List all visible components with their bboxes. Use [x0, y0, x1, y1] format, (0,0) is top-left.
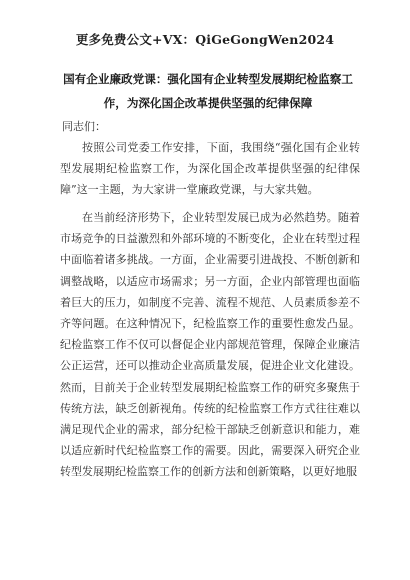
header-banner: 更多免费公文+VX：QiGeGongWen2024	[75, 32, 335, 47]
salutation: 同志们：	[62, 120, 106, 133]
document-title: 国有企业廉政党课：强化国有企业转型发展期纪检监察工作，为深化国企改革提供坚强的纪律保障	[63, 72, 353, 110]
paragraph-body: 在当前经济形势下，企业转型发展已成为必然趋势。随着市场竞争的日益激烈和外部环境的不断变化，企业在转型过程中面临着诸多挑战。一方面，企业需要引进战投、不断创新和调整战略，以适应市场需求；另一方面，企业内部管理也面临着巨大的压力，如制度不完善、流程不规范、人员素质参差不齐等问题。在这种情况下，纪检监察工作的重要性愈发凸显。纪检监察工作不仅可以督促企业内部规范管理，保障企业廉洁公正运营，还可以推动企业高质量发展，促进企业文化建设。然而，目前关于企业转型发展期纪检监察工作的研究多聚焦于传统方法，缺乏创新视角。传统的纪检监察工作方式往往难以满足现代企业的需求，部分纪检干部缺乏创新意识和能力，难以适应新时代纪检监察工作的需要。因此，需要深入研究企业转型发展期纪检监察工作的创新方法和创新策略，以更好地服	[60, 211, 360, 479]
paragraph-intro: 按照公司党委工作安排，下面，我围绕“强化国有企业转型发展期纪检监察工作，为深化国企改革提供坚强的纪律保障”这一主题，为大家讲一堂廉政党课，与大家共勉。	[60, 141, 360, 197]
